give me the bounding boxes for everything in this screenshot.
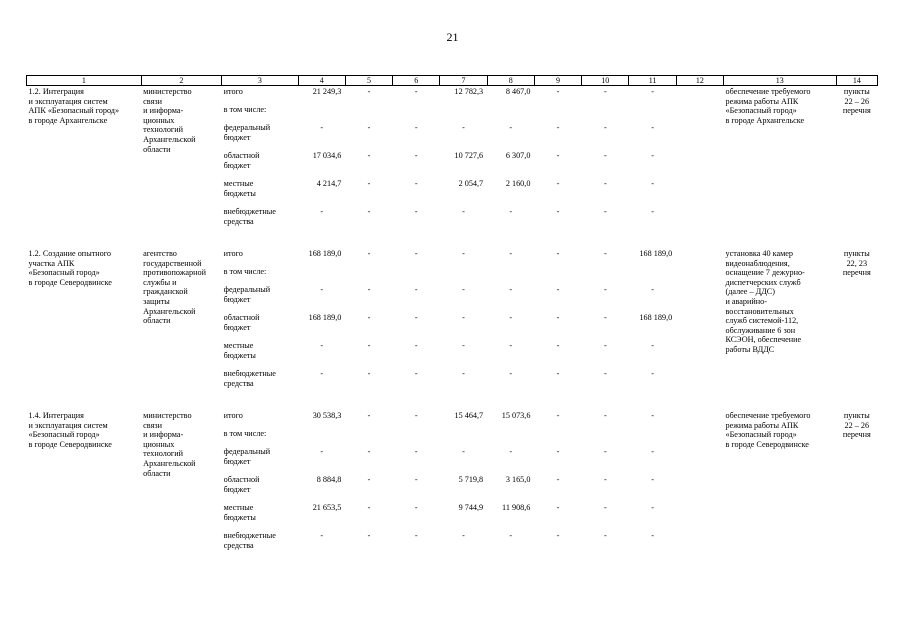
amount-cell: - <box>414 503 418 512</box>
amount-cell: - <box>414 151 418 160</box>
amount-cell: - <box>320 207 324 216</box>
funding-source: итого <box>223 411 243 420</box>
amount-cell: 11 908,6 <box>502 503 531 512</box>
amount-cell <box>676 340 723 368</box>
responsible-executor: министерство связи и информа- ционных технологий Архангельской области <box>143 411 196 478</box>
amount-cell: - <box>651 411 654 420</box>
amount-cell <box>676 446 723 474</box>
amount-cell: - <box>320 123 324 132</box>
expected-result: обеспечение требуемого режима работы АПК «Безопасный город» в городе Северодвинске <box>725 411 811 449</box>
amount-cell: - <box>651 151 654 160</box>
amount-cell: - <box>414 531 418 540</box>
amount-cell <box>676 410 723 428</box>
funding-source: в том числе: <box>223 267 267 276</box>
amount-cell: - <box>603 475 607 484</box>
amount-cell <box>676 368 723 396</box>
amount-cell <box>676 530 723 558</box>
amount-cell: - <box>603 411 607 420</box>
amount-cell: - <box>367 179 371 188</box>
amount-cell: 168 189,0 <box>308 249 342 258</box>
amount-cell: - <box>414 285 418 294</box>
amount-cell: - <box>509 207 513 216</box>
amount-cell <box>582 266 629 284</box>
list-reference: пункты 22, 23 перечня <box>842 249 871 278</box>
amount-cell: - <box>367 249 371 258</box>
amount-cell <box>676 284 723 312</box>
amount-cell <box>440 266 487 284</box>
amount-cell: - <box>320 285 324 294</box>
amount-cell: - <box>651 123 654 132</box>
funding-source: в том числе: <box>223 105 267 114</box>
measure-name: 1.2. Интеграция и эксплуатация систем АПК «Безопасный город» в городе Архангельске <box>28 87 120 125</box>
amount-cell: - <box>414 447 418 456</box>
amount-cell: - <box>556 369 560 378</box>
amount-cell: - <box>367 285 371 294</box>
header-cell: 5 <box>345 76 392 86</box>
amount-cell: - <box>556 151 560 160</box>
amount-cell: - <box>462 285 465 294</box>
funding-source: областной бюджет <box>223 151 260 170</box>
amount-cell: - <box>462 447 465 456</box>
responsible-executor: министерство связи и информа- ционных технологий Архангельской области <box>143 87 196 154</box>
amount-cell: 8 467,0 <box>505 87 531 96</box>
amount-cell: - <box>367 151 371 160</box>
amount-cell: 12 782,3 <box>454 87 484 96</box>
amount-cell: 10 727,6 <box>454 151 484 160</box>
amount-cell: - <box>320 447 324 456</box>
amount-cell: - <box>320 369 324 378</box>
header-cell: 12 <box>676 76 723 86</box>
amount-cell: - <box>603 123 607 132</box>
amount-cell: - <box>556 341 560 350</box>
table-row <box>27 410 878 428</box>
list-reference: пункты 22 – 26 перечня <box>842 411 871 440</box>
amount-cell: - <box>414 207 418 216</box>
amount-cell: 30 538,3 <box>312 411 342 420</box>
amount-cell: - <box>556 411 560 420</box>
block-gap <box>27 241 878 248</box>
amount-cell: - <box>651 87 654 96</box>
amount-cell <box>676 248 723 266</box>
amount-cell: - <box>367 411 371 420</box>
header-cell: 11 <box>629 76 676 86</box>
amount-cell: - <box>603 179 607 188</box>
amount-cell: 5 719,8 <box>458 475 484 484</box>
amount-cell <box>676 178 723 206</box>
table-row <box>27 248 878 266</box>
amount-cell: - <box>603 503 607 512</box>
amount-cell <box>676 502 723 530</box>
amount-cell <box>440 428 487 446</box>
amount-cell: 168 189,0 <box>639 249 673 258</box>
amount-cell <box>440 104 487 122</box>
amount-cell: - <box>556 447 560 456</box>
measure-name: 1.4. Интеграция и эксплуатация систем «Безопасный город» в городе Северодвинске <box>28 411 112 449</box>
amount-cell: - <box>509 313 513 322</box>
amount-cell: - <box>603 341 607 350</box>
amount-cell: - <box>462 207 465 216</box>
amount-cell: - <box>603 447 607 456</box>
amount-cell: - <box>651 475 654 484</box>
amount-cell: 2 054,7 <box>458 179 484 188</box>
amount-cell: 21 653,5 <box>312 503 342 512</box>
funding-source: внебюджетные средства <box>223 531 276 550</box>
amount-cell: - <box>603 249 607 258</box>
funding-source: местные бюджеты <box>223 341 256 360</box>
amount-cell: 3 165,0 <box>505 475 531 484</box>
header-cell: 4 <box>298 76 345 86</box>
amount-cell: 15 073,6 <box>501 411 531 420</box>
amount-cell <box>629 428 676 446</box>
amount-cell: - <box>556 285 560 294</box>
amount-cell: - <box>651 369 654 378</box>
amount-cell <box>534 266 581 284</box>
amount-cell: - <box>603 531 607 540</box>
amount-cell <box>629 266 676 284</box>
amount-cell <box>345 266 392 284</box>
header-cell: 1 <box>27 76 142 86</box>
amount-cell <box>345 104 392 122</box>
amount-cell: - <box>603 151 607 160</box>
amount-cell: - <box>603 369 607 378</box>
list-reference: пункты 22 – 26 перечня <box>842 87 871 116</box>
amount-cell: - <box>414 475 418 484</box>
funding-source: федеральный бюджет <box>223 285 271 304</box>
amount-cell <box>393 266 440 284</box>
amount-cell: - <box>367 447 371 456</box>
funding-source: итого <box>223 249 243 258</box>
funding-source: областной бюджет <box>223 475 260 494</box>
funding-source: местные бюджеты <box>223 179 256 198</box>
amount-cell: - <box>367 123 371 132</box>
amount-cell <box>582 104 629 122</box>
amount-cell: 9 744,9 <box>458 503 484 512</box>
amount-cell: - <box>367 503 371 512</box>
amount-cell <box>676 86 723 105</box>
block-gap <box>27 403 878 410</box>
amount-cell: 168 189,0 <box>308 313 342 322</box>
amount-cell <box>676 266 723 284</box>
amount-cell: - <box>651 341 654 350</box>
page-number: 21 <box>446 30 459 44</box>
amount-cell: - <box>603 207 607 216</box>
amount-cell: - <box>367 341 371 350</box>
funding-source: внебюджетные средства <box>223 369 276 388</box>
amount-cell: - <box>556 249 560 258</box>
funding-source: внебюджетные средства <box>223 207 276 226</box>
amount-cell: - <box>414 411 418 420</box>
amount-cell: 21 249,3 <box>312 87 342 96</box>
amount-cell: - <box>414 249 418 258</box>
header-cell: 2 <box>141 76 221 86</box>
amount-cell: - <box>509 341 513 350</box>
amount-cell <box>487 104 534 122</box>
funding-source: федеральный бюджет <box>223 123 271 142</box>
amount-cell: - <box>509 447 513 456</box>
amount-cell: 2 160,0 <box>505 179 531 188</box>
funding-source: в том числе: <box>223 429 267 438</box>
amount-cell <box>676 474 723 502</box>
amount-cell: - <box>414 123 418 132</box>
responsible-executor: агентство государственной противопожарной службы и гражданской защиты Архангельской области <box>143 249 207 326</box>
program-table <box>26 75 878 558</box>
amount-cell: - <box>320 341 324 350</box>
amount-cell: - <box>367 475 371 484</box>
amount-cell <box>676 104 723 122</box>
amount-cell <box>534 104 581 122</box>
amount-cell: - <box>462 123 465 132</box>
amount-cell: - <box>414 369 418 378</box>
amount-cell: - <box>414 87 418 96</box>
amount-cell <box>345 428 392 446</box>
amount-cell: - <box>462 369 465 378</box>
amount-cell: - <box>651 179 654 188</box>
header-cell: 6 <box>393 76 440 86</box>
amount-cell <box>298 104 345 122</box>
funding-source: местные бюджеты <box>223 503 256 522</box>
amount-cell: - <box>414 341 418 350</box>
amount-cell: - <box>367 87 371 96</box>
amount-cell <box>676 206 723 234</box>
header-cell: 8 <box>487 76 534 86</box>
funding-source: областной бюджет <box>223 313 260 332</box>
amount-cell <box>298 266 345 284</box>
amount-cell <box>676 312 723 340</box>
expected-result: обеспечение требуемого режима работы АПК «Безопасный город» в городе Архангельске <box>725 87 811 125</box>
amount-cell: - <box>367 207 371 216</box>
amount-cell: - <box>462 313 465 322</box>
amount-cell: 4 214,7 <box>316 179 342 188</box>
amount-cell <box>487 428 534 446</box>
amount-cell: 168 189,0 <box>639 313 673 322</box>
block-gap <box>27 396 878 403</box>
amount-cell: - <box>556 179 560 188</box>
header-cell: 10 <box>582 76 629 86</box>
amount-cell: - <box>556 475 560 484</box>
header-cell: 9 <box>534 76 581 86</box>
amount-cell: - <box>651 503 654 512</box>
amount-cell: - <box>367 313 371 322</box>
amount-cell <box>487 266 534 284</box>
amount-cell: - <box>556 87 560 96</box>
amount-cell: - <box>367 369 371 378</box>
amount-cell <box>393 104 440 122</box>
header-cell: 7 <box>440 76 487 86</box>
amount-cell <box>676 428 723 446</box>
amount-cell: 6 307,0 <box>505 151 531 160</box>
amount-cell: - <box>556 503 560 512</box>
funding-source: федеральный бюджет <box>223 447 271 466</box>
header-cell: 14 <box>836 76 877 86</box>
amount-cell: 17 034,6 <box>312 151 342 160</box>
amount-cell: - <box>603 87 607 96</box>
funding-source: итого <box>223 87 243 96</box>
measure-name: 1.2. Создание опытного участка АПК «Безопасный город» в городе Северодвинске <box>28 249 112 287</box>
header-row <box>27 76 878 86</box>
amount-cell: - <box>556 313 560 322</box>
amount-cell <box>676 122 723 150</box>
amount-cell: - <box>509 369 513 378</box>
amount-cell: - <box>367 531 371 540</box>
amount-cell: - <box>509 249 513 258</box>
amount-cell: - <box>462 531 465 540</box>
amount-cell: - <box>414 313 418 322</box>
header-cell: 3 <box>222 76 298 86</box>
amount-cell: - <box>414 179 418 188</box>
table-row <box>27 86 878 105</box>
amount-cell: - <box>462 249 465 258</box>
amount-cell: - <box>556 207 560 216</box>
amount-cell: - <box>509 285 513 294</box>
amount-cell: - <box>509 531 513 540</box>
amount-cell: - <box>651 447 654 456</box>
block-gap <box>27 234 878 241</box>
amount-cell: - <box>462 341 465 350</box>
amount-cell: - <box>651 531 654 540</box>
amount-cell: - <box>556 531 560 540</box>
amount-cell: - <box>320 531 324 540</box>
amount-cell <box>393 428 440 446</box>
amount-cell <box>298 428 345 446</box>
expected-result: установка 40 камер видеонаблюдения, оснащение 7 дежурно- диспетчерских служб (далее – ДДС) и аварийно- восстановительных служб системой-112, обслуживание 6 зон КСЭОН, обеспечение работы ВДДС <box>725 249 805 354</box>
amount-cell <box>629 104 676 122</box>
header-cell: 13 <box>723 76 836 86</box>
amount-cell: - <box>509 123 513 132</box>
amount-cell: - <box>556 123 560 132</box>
amount-cell <box>534 428 581 446</box>
amount-cell: 15 464,7 <box>454 411 484 420</box>
amount-cell: - <box>603 285 607 294</box>
amount-cell: - <box>651 207 654 216</box>
amount-cell: - <box>651 285 654 294</box>
amount-cell <box>676 150 723 178</box>
amount-cell: - <box>603 313 607 322</box>
amount-cell <box>582 428 629 446</box>
amount-cell: 8 884,8 <box>316 475 342 484</box>
